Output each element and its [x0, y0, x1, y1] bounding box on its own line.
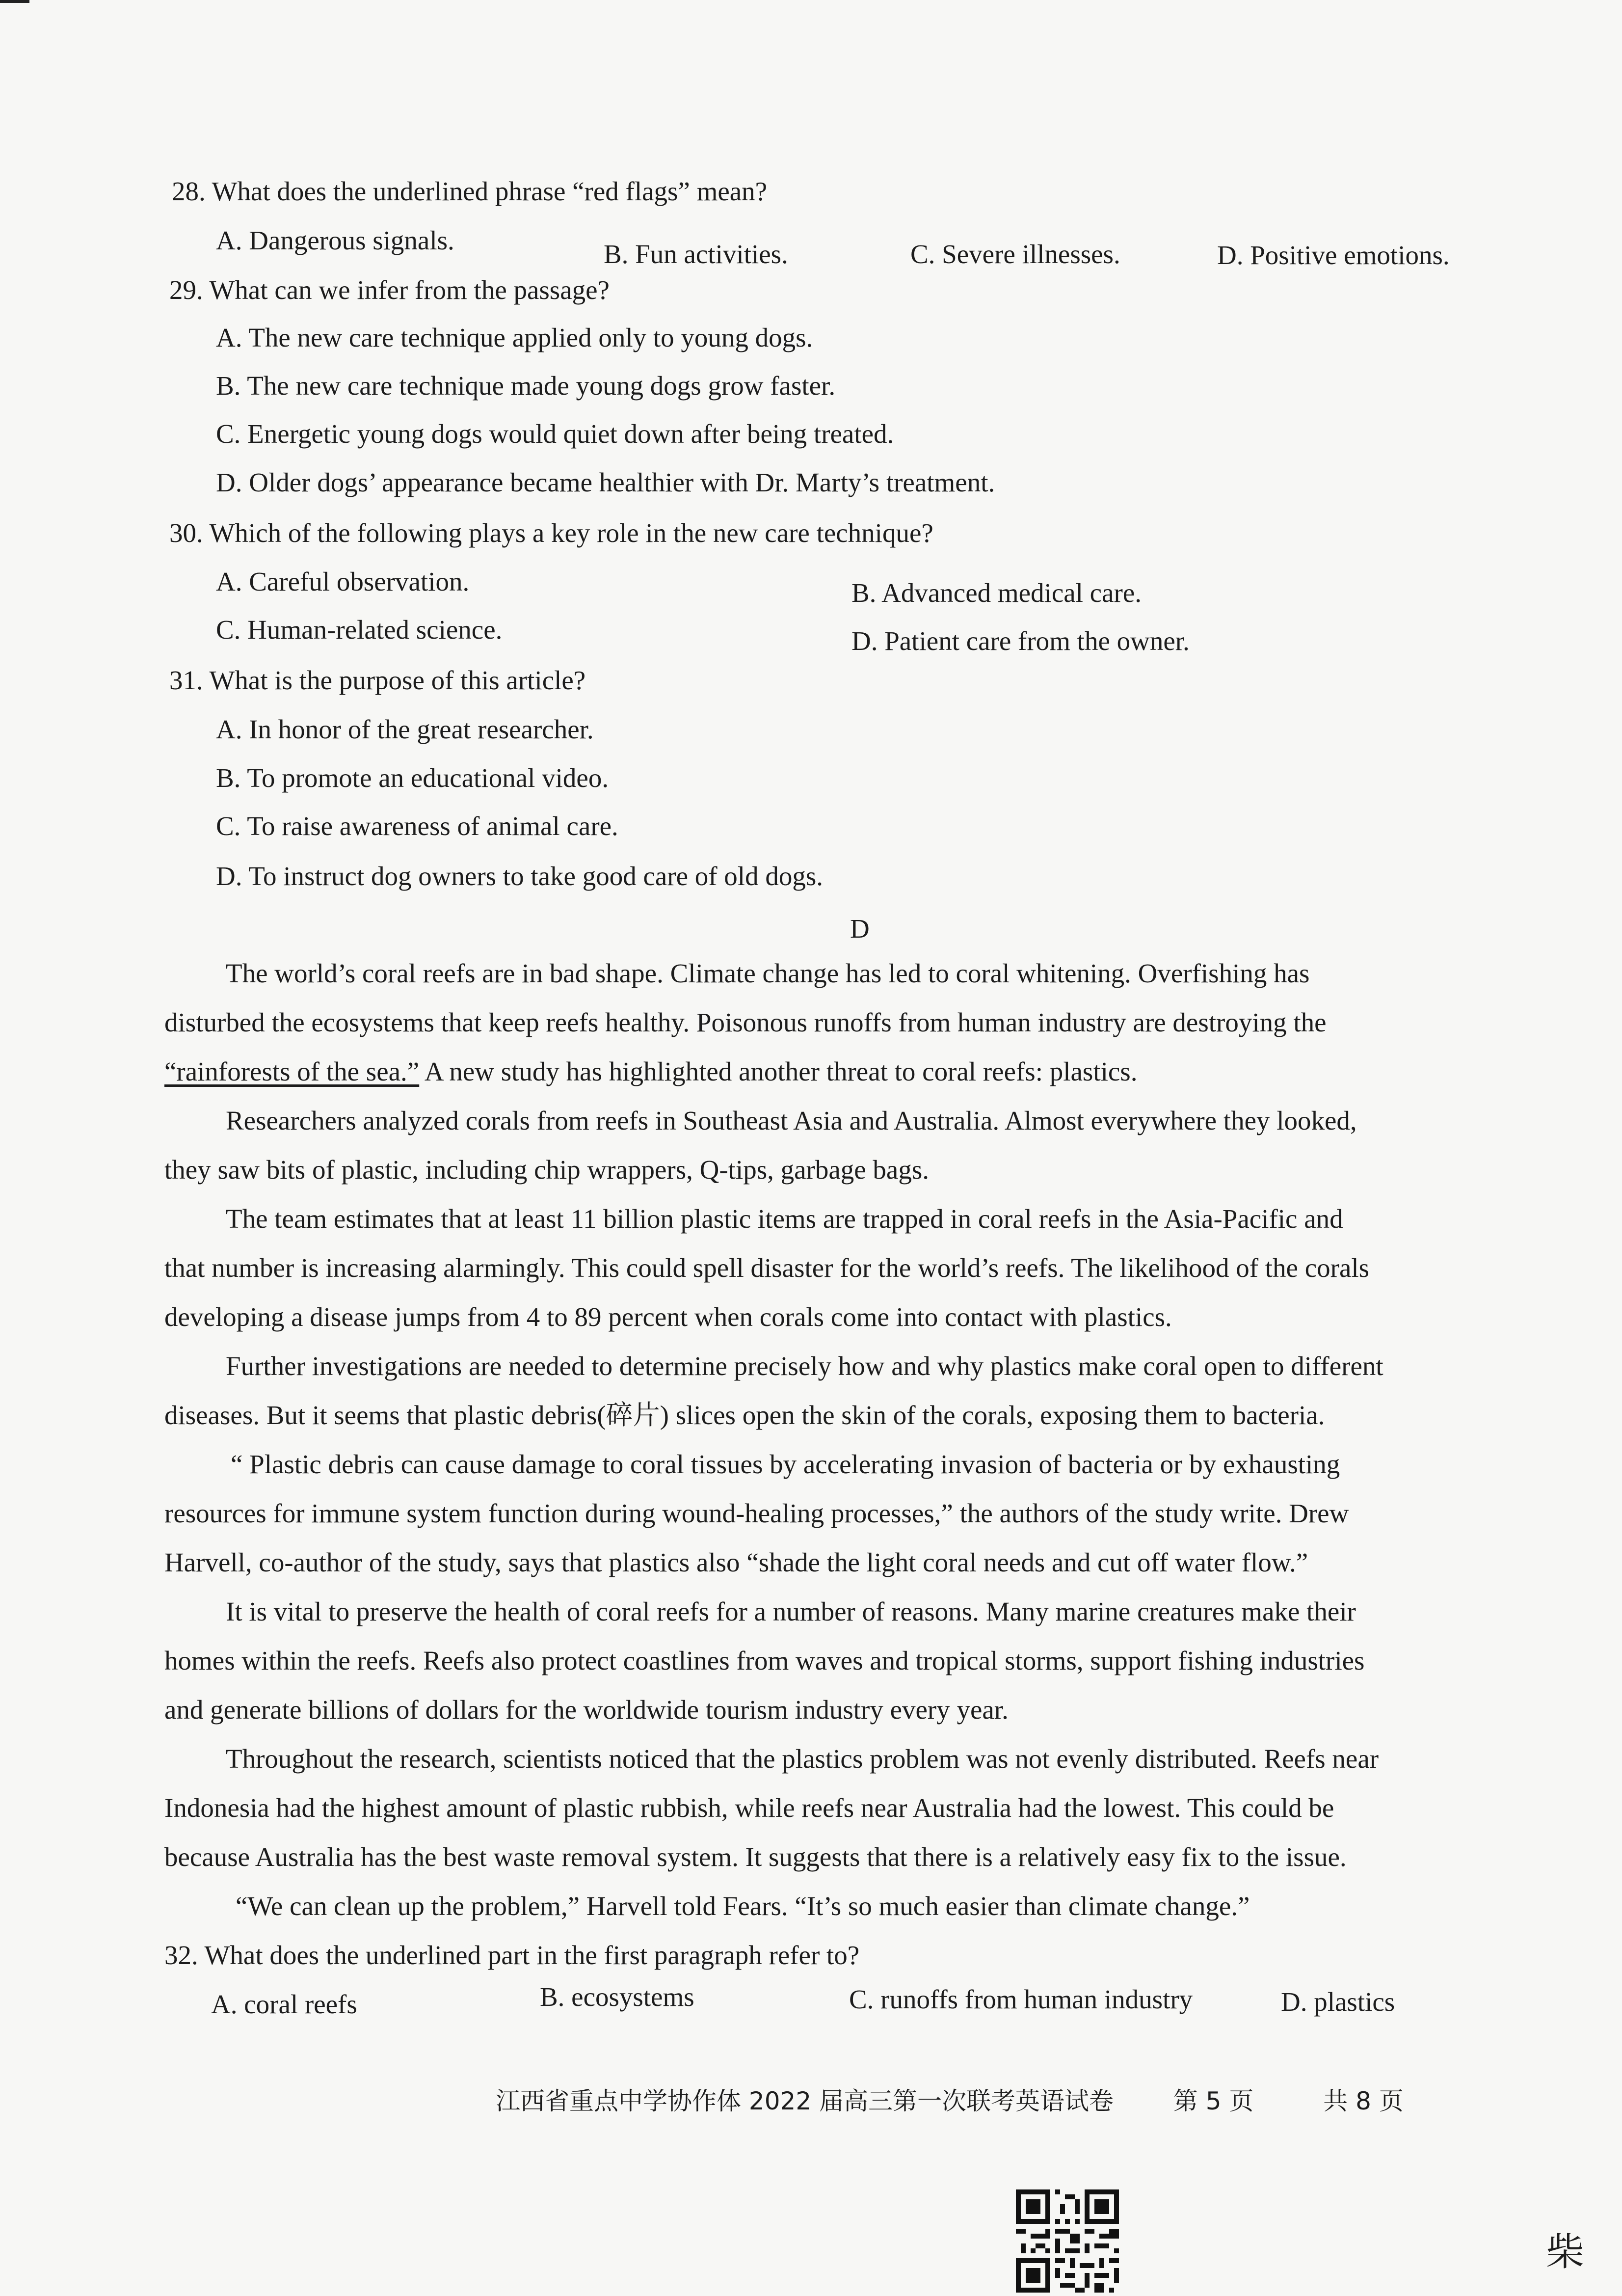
passage-paragraph-3-line-3: developing a disease jumps from 4 to 89 percent when corals come into contact with plastics. — [164, 1302, 1172, 1332]
question-30-stem: 30. Which of the following plays a key role in the new care technique? — [169, 518, 933, 548]
question-30-option-c: C. Human-related science. — [216, 615, 503, 645]
passage-paragraph-4-line-2: diseases. But it seems that plastic debris(碎片) slices open the skin of the corals, exposing them to bacteria. — [164, 1400, 1325, 1430]
question-29-option-b: B. The new care technique made young dogs grow faster. — [216, 371, 836, 401]
passage-paragraph-3-line-2: that number is increasing alarmingly. This could spell disaster for the world’s reefs. The likelihood of the corals — [164, 1253, 1370, 1283]
passage-paragraph-2-line-2: they saw bits of plastic, including chip wrappers, Q-tips, garbage bags. — [164, 1155, 929, 1185]
question-32-option-b: B. ecosystems — [540, 1982, 694, 2012]
question-31-option-b: B. To promote an educational video. — [216, 763, 609, 793]
passage-paragraph-3-line-1: The team estimates that at least 11 billion plastic items are trapped in coral reefs in the Asia-Pacific and — [226, 1204, 1343, 1234]
question-29-option-c: C. Energetic young dogs would quiet down after being treated. — [216, 419, 894, 449]
qr-code-icon — [1016, 2189, 1119, 2293]
passage-paragraph-5-line-3: Harvell, co-author of the study, says that plastics also “shade the light coral needs and cut off water flow.” — [164, 1547, 1308, 1577]
footer-page-number: 第 5 页 — [1173, 2087, 1254, 2115]
passage-paragraph-5-line-1: “ Plastic debris can cause damage to coral tissues by accelerating invasion of bacteria or by exhausting — [231, 1449, 1340, 1479]
passage-paragraph-2-line-1: Researchers analyzed corals from reefs in Southeast Asia and Australia. Almost everywhere they looked, — [226, 1106, 1357, 1135]
passage-paragraph-7-line-3: because Australia has the best waste removal system. It suggests that there is a relatively easy fix to the issue. — [164, 1842, 1347, 1872]
question-30-option-b: B. Advanced medical care. — [851, 578, 1142, 608]
scan-corner-mark — [0, 0, 29, 3]
question-31-option-a: A. In honor of the great researcher. — [216, 714, 594, 744]
passage-paragraph-7-line-2: Indonesia had the highest amount of plastic rubbish, while reefs near Australia had the lowest. This could be — [164, 1793, 1334, 1823]
footer-total-pages: 共 8 页 — [1323, 2087, 1404, 2115]
passage-paragraph-6-line-1: It is vital to preserve the health of coral reefs for a number of reasons. Many marine creatures make their — [226, 1596, 1356, 1626]
question-32-option-c: C. runoffs from human industry — [849, 1984, 1193, 2014]
question-28-option-c: C. Severe illnesses. — [910, 239, 1120, 269]
question-29-stem: 29. What can we infer from the passage? — [169, 275, 610, 305]
question-30-option-d: D. Patient care from the owner. — [851, 626, 1190, 656]
passage-paragraph-7-line-1: Throughout the research, scientists noticed that the plastics problem was not evenly distributed. Reefs near — [226, 1744, 1379, 1774]
passage-paragraph-6-line-3: and generate billions of dollars for the worldwide tourism industry every year. — [164, 1695, 1009, 1725]
question-30-option-a: A. Careful observation. — [216, 567, 470, 596]
question-28-stem: 28. What does the underlined phrase “red flags” mean? — [172, 176, 768, 206]
section-d-heading: D — [850, 914, 870, 944]
question-31-option-c: C. To raise awareness of animal care. — [216, 811, 618, 841]
passage-paragraph-1-line-3 — [164, 1058, 1137, 1085]
question-32-option-d: D. plastics — [1281, 1987, 1395, 2017]
corner-character: 柴 — [1546, 2230, 1585, 2274]
passage-paragraph-5-line-2: resources for immune system function during wound-healing processes,” the authors of the study write. Drew — [164, 1498, 1349, 1528]
passage-paragraph-1-line-2: disturbed the ecosystems that keep reefs healthy. Poisonous runoffs from human industry are destroying the — [164, 1007, 1327, 1037]
passage-paragraph-4-line-1: Further investigations are needed to determine precisely how and why plastics make coral open to different — [226, 1351, 1383, 1381]
question-31-option-d: D. To instruct dog owners to take good care of old dogs. — [216, 861, 823, 891]
passage-paragraph-8-line-1: “We can clean up the problem,” Harvell told Fears. “It’s so much easier than climate change.” — [236, 1891, 1250, 1921]
question-28-option-a: A. Dangerous signals. — [216, 225, 454, 255]
passage-paragraph-1-line-1: The world’s coral reefs are in bad shape. Climate change has led to coral whitening. Overfishing has — [226, 958, 1310, 988]
underlined-phrase: “rainforests of the sea.” — [164, 1056, 420, 1086]
question-31-stem: 31. What is the purpose of this article? — [169, 665, 586, 695]
question-32-option-a: A. coral reefs — [211, 1989, 357, 2019]
passage-paragraph-6-line-2: homes within the reefs. Reefs also protect coastlines from waves and tropical storms, support fishing industries — [164, 1646, 1365, 1675]
question-28-option-d: D. Positive emotions. — [1217, 240, 1450, 270]
question-29-option-d: D. Older dogs’ appearance became healthier with Dr. Marty’s treatment. — [216, 467, 995, 497]
question-29-option-a: A. The new care technique applied only to young dogs. — [216, 323, 813, 352]
paragraph-1-tail: A new study has highlighted another threat to coral reefs: plastics. — [419, 1056, 1138, 1086]
page-footer — [496, 2081, 1404, 2117]
footer-exam-title: 江西省重点中学协作体 2022 届高三第一次联考英语试卷 — [496, 2087, 1114, 2115]
question-28-option-b: B. Fun activities. — [604, 239, 788, 269]
question-32-stem: 32. What does the underlined part in the first paragraph refer to? — [164, 1940, 860, 1970]
